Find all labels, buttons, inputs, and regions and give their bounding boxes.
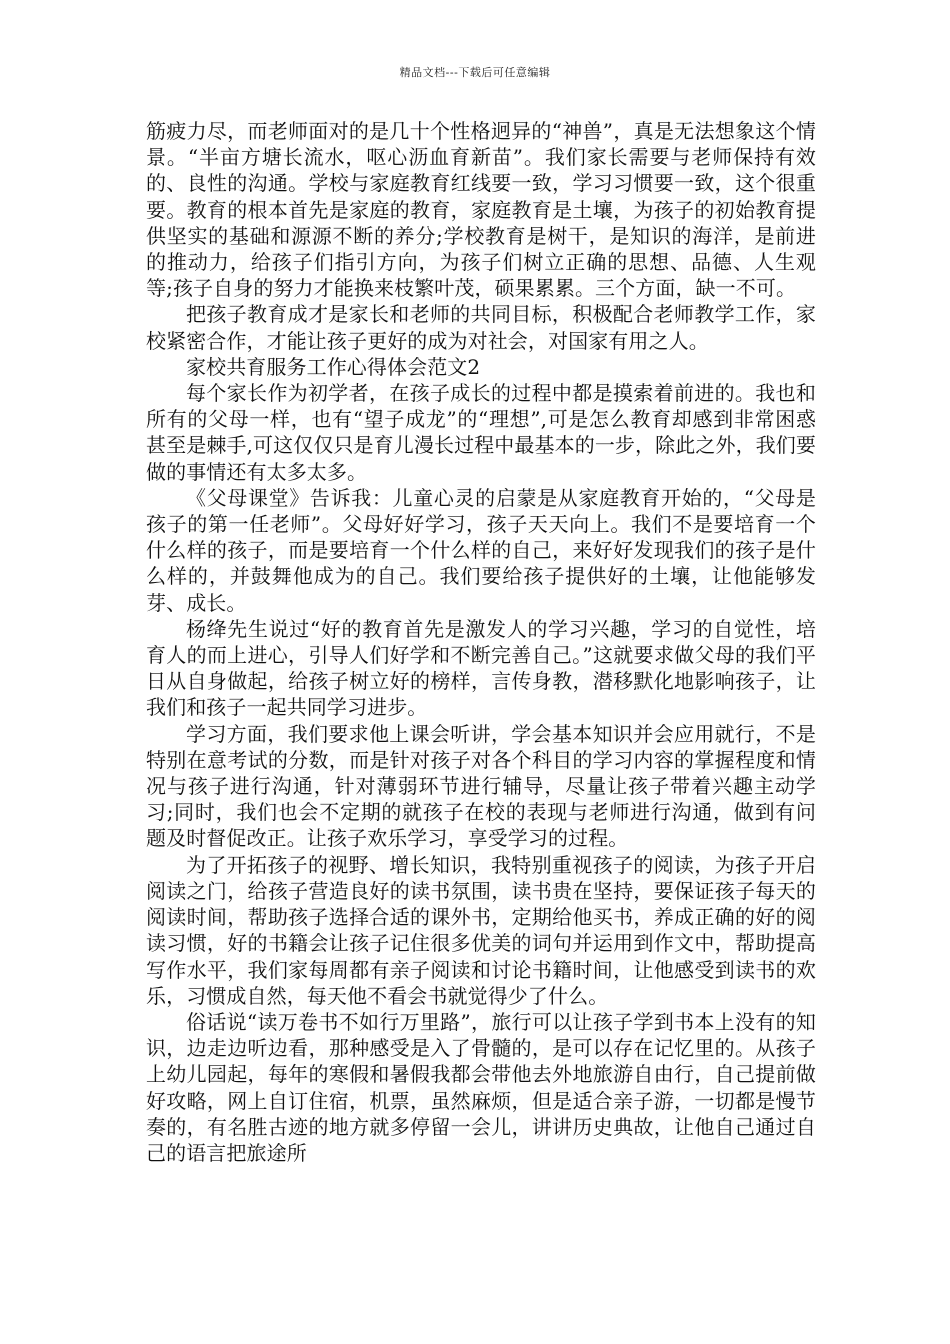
paragraph: 杨绛先生说过“好的教育首先是激发人的学习兴趣，学习的自觉性，培育人的而上进心，引导人们好学和不断完善自己。”这就要求做父母的我们平日从自身做起，给孩子树立好的榜样，言传身教，潜移默化地影响孩子，让我们和孩子一起共同学习进步。 — [146, 616, 816, 720]
paragraph: 俗话说“读万卷书不如行万里路”，旅行可以让孩子学到书本上没有的知识，边走边听边看，那种感受是入了骨髓的，是可以存在记忆里的。从孩子上幼儿园起，每年的寒假和暑假我都会带他去外地旅游自由行，自己提前做好攻略，网上自订住宿，机票，虽然麻烦，但是适合亲子游，一切都是慢节奏的，有名胜古迹的地方就多停留一会儿，讲讲历史典故，让他自己通过自己的语言把旅途所 — [146, 1009, 816, 1165]
paragraph: 《父母课堂》告诉我：儿童心灵的启蒙是从家庭教育开始的，“父母是孩子的第一任老师”。父母好好学习，孩子天天向上。我们不是要培育一个什么样的孩子，而是要培育一个什么样的自己，来好好发现我们的孩子是什么样的，并鼓舞他成为的自己。我们要给孩子提供好的土壤，让他能够发芽、成长。 — [146, 485, 816, 615]
paragraph: 把孩子教育成才是家长和老师的共同目标，积极配合老师教学工作，家校紧密合作，才能让孩子更好的成为对社会，对国家有用之人。 — [146, 302, 816, 353]
page-header: 精品文档---下载后可任意编辑 — [399, 66, 551, 79]
section-title: 家校共育服务工作心得体会范文2 — [186, 354, 481, 379]
paragraph: 筋疲力尽，而老师面对的是几十个性格迥异的“神兽”，真是无法想象这个情景。“半亩方塘长流水，呕心沥血育新苗”。我们家长需要与老师保持有效的、良性的沟通。学校与家庭教育红线要一致，学习习惯要一致，这个很重要。教育的根本首先是家庭的教育，家庭教育是土壤，为孩子的初始教育提供坚实的基础和源源不断的养分;学校教育是树干，是知识的海洋，是前进的推动力，给孩子们指引方向，为孩子们树立正确的思想、品德、人生观等;孩子自身的努力才能换来枝繁叶茂，硕果累累。三个方面，缺一不可。 — [146, 119, 816, 301]
paragraph: 学习方面，我们要求他上课会听讲，学会基本知识并会应用就行，不是特别在意考试的分数，而是针对孩子对各个科目的学习内容的掌握程度和情况与孩子进行沟通，针对薄弱环节进行辅导，尽量让孩子带着兴趣主动学习;同时，我们也会不定期的就孩子在校的表现与老师进行沟通，做到有问题及时督促改正。让孩子欢乐学习，享受学习的过程。 — [146, 721, 816, 851]
document-body — [146, 118, 816, 1166]
paragraph: 每个家长作为初学者，在孩子成长的过程中都是摸索着前进的。我也和所有的父母一样，也有“望子成龙”的“理想”,可是怎么教育却感到非常困惑甚至是棘手,可这仅仅只是育儿漫长过程中最基本的一步，除此之外，我们要做的事情还有太多太多。 — [146, 381, 816, 484]
paragraph: 为了开拓孩子的视野、增长知识，我特别重视孩子的阅读，为孩子开启阅读之门，给孩子营造良好的读书氛围，读书贵在坚持，要保证孩子每天的阅读时间，帮助孩子选择合适的课外书，定期给他买书，养成正确的好的阅读习惯，好的书籍会让孩子记住很多优美的词句并运用到作文中，帮助提高写作水平，我们家每周都有亲子阅读和讨论书籍时间，让他感受到读书的欢乐，习惯成自然，每天他不看会书就觉得少了什么。 — [146, 852, 816, 1008]
